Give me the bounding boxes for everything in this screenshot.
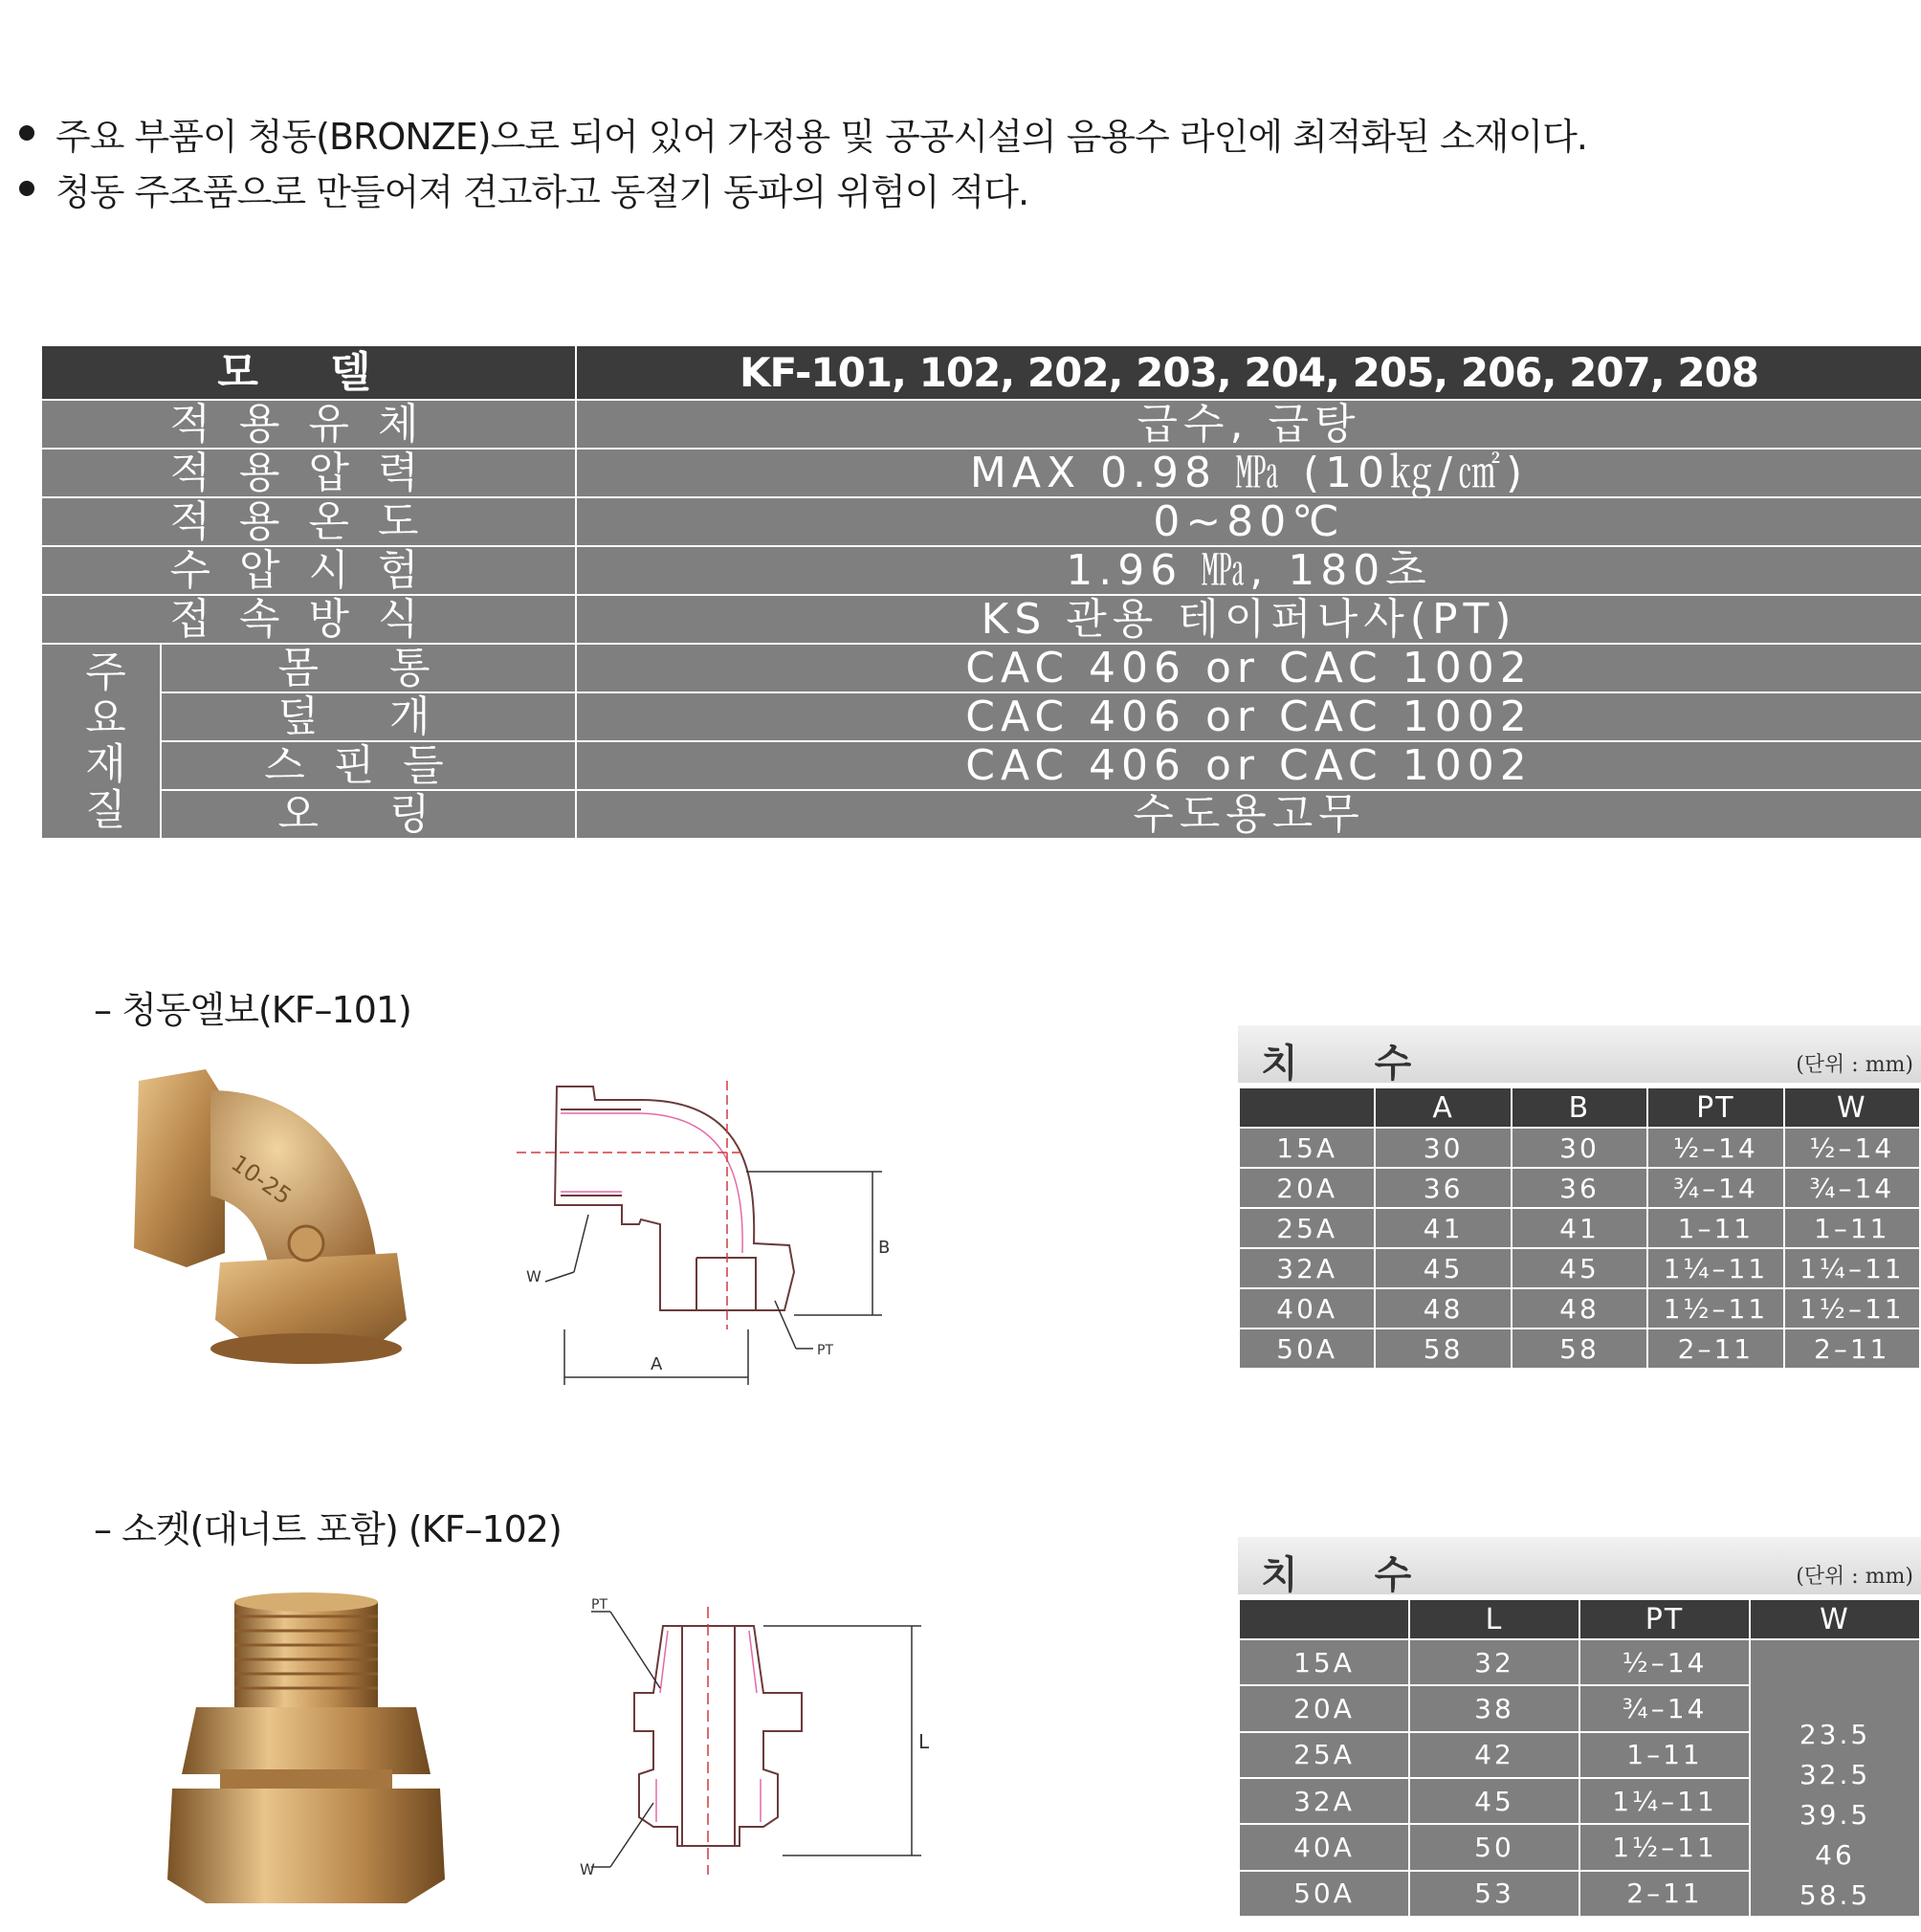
dim-label-b: B xyxy=(878,1238,890,1258)
table-row xyxy=(1239,1288,1920,1328)
table-cell: 15A xyxy=(1239,1128,1375,1168)
table-cell: 41 xyxy=(1375,1208,1511,1248)
table-cell: 50A xyxy=(1239,1328,1375,1369)
table-cell: 36 xyxy=(1512,1168,1647,1208)
table-cell: 41 xyxy=(1512,1208,1647,1248)
w-value: 46 xyxy=(1815,1839,1855,1871)
spec-header-row xyxy=(41,345,1921,400)
w-value: 32.5 xyxy=(1799,1759,1871,1790)
table-row xyxy=(1239,1208,1920,1248)
table-cell: 48 xyxy=(1512,1288,1647,1328)
spec-label: 덮 개 xyxy=(161,692,576,741)
table-cell: 58 xyxy=(1375,1328,1511,1369)
dimension-unit: (단위 : mm) xyxy=(1796,1053,1913,1077)
spec-value: CAC 406 or CAC 1002 xyxy=(576,692,1921,741)
elbow-section-title: – 청동엘보(KF–101) xyxy=(94,989,411,1031)
spec-value: KS 관용 테이퍼나사(PT) xyxy=(576,595,1921,644)
spec-value: 0~80℃ xyxy=(576,497,1921,546)
socket-dimension-table xyxy=(1238,1537,1921,1918)
dimension-header-row xyxy=(1239,1087,1920,1128)
table-cell: 1–11 xyxy=(1647,1208,1783,1248)
table-cell: 48 xyxy=(1375,1288,1511,1328)
table-row xyxy=(1239,1168,1920,1208)
feature-text: 청동 주조품으로 만들어져 견고하고 동절기 동파의 위험이 적다. xyxy=(55,170,1029,213)
feature-text: 주요 부품이 청동(BRONZE)으로 되어 있어 가정용 및 공공시설의 음용수 라인에 최적화된 소재이다. xyxy=(55,115,1587,158)
column-header: A xyxy=(1375,1087,1511,1128)
spec-value: 1.96 ㎫, 180초 xyxy=(576,546,1921,595)
spec-row xyxy=(41,741,1921,790)
table-cell: 32 xyxy=(1409,1639,1579,1685)
table-cell: ¾–14 xyxy=(1784,1168,1920,1208)
spec-row xyxy=(41,449,1921,497)
elbow-dimension-table xyxy=(1238,1025,1921,1370)
table-cell: 40A xyxy=(1239,1824,1409,1870)
dimension-title: 치수 xyxy=(1261,1042,1489,1086)
spec-row xyxy=(41,595,1921,644)
table-cell: ¾–14 xyxy=(1579,1685,1750,1731)
dimension-header xyxy=(1238,1025,1921,1086)
w-value: 23.5 xyxy=(1799,1719,1871,1750)
spec-value: MAX 0.98 ㎫ (10㎏/㎠) xyxy=(576,449,1921,497)
dim-label-a: A xyxy=(651,1354,663,1374)
spec-table xyxy=(40,344,1921,840)
spec-row xyxy=(41,546,1921,595)
spec-value: CAC 406 or CAC 1002 xyxy=(576,741,1921,790)
column-header: W xyxy=(1750,1599,1920,1639)
column-header: PT xyxy=(1579,1599,1750,1639)
spec-label: 몸 통 xyxy=(161,644,576,692)
table-cell: 1½–11 xyxy=(1784,1288,1920,1328)
socket-section-title: – 소켓(대너트 포함) (KF–102) xyxy=(94,1508,562,1550)
column-header xyxy=(1239,1087,1375,1128)
feature-item xyxy=(19,161,1837,216)
column-header xyxy=(1239,1599,1409,1639)
table-cell: 15A xyxy=(1239,1639,1409,1685)
feature-list xyxy=(19,105,1837,216)
table-cell: 45 xyxy=(1409,1778,1579,1824)
table-cell: 38 xyxy=(1409,1685,1579,1731)
bullet-icon xyxy=(19,181,34,196)
spec-row xyxy=(41,644,1921,692)
dim-label-pt: PT xyxy=(591,1597,607,1613)
spec-label: 적용유체 xyxy=(41,400,576,449)
table-cell: 1¼–11 xyxy=(1647,1248,1783,1288)
column-header: B xyxy=(1512,1087,1647,1128)
dim-label-w: W xyxy=(580,1860,595,1878)
dim-label-l: L xyxy=(918,1730,930,1753)
table-cell: 25A xyxy=(1239,1208,1375,1248)
table-cell: 40A xyxy=(1239,1288,1375,1328)
table-cell: 2–11 xyxy=(1784,1328,1920,1369)
spec-label: 스핀들 xyxy=(161,741,576,790)
dim-label-pt: PT xyxy=(817,1343,833,1358)
table-cell: 50 xyxy=(1409,1824,1579,1870)
table-cell: 1–11 xyxy=(1784,1208,1920,1248)
spec-row xyxy=(41,497,1921,546)
dimension-unit: (단위 : mm) xyxy=(1796,1565,1913,1589)
dimension-grid xyxy=(1238,1087,1921,1370)
table-cell: 45 xyxy=(1375,1248,1511,1288)
table-row xyxy=(1239,1328,1920,1369)
elbow-drawing xyxy=(517,1081,890,1387)
socket-photo xyxy=(163,1592,450,1908)
table-cell: 30 xyxy=(1512,1128,1647,1168)
table-cell: 50A xyxy=(1239,1871,1409,1917)
w-value: 39.5 xyxy=(1799,1799,1871,1831)
table-cell: 42 xyxy=(1409,1732,1579,1778)
table-row xyxy=(1239,1248,1920,1288)
table-cell: 1½–11 xyxy=(1647,1288,1783,1328)
spec-value: CAC 406 or CAC 1002 xyxy=(576,644,1921,692)
table-cell: 2–11 xyxy=(1647,1328,1783,1369)
table-cell: 2–11 xyxy=(1579,1871,1750,1917)
socket-drawing xyxy=(572,1597,936,1884)
spec-label: 수압시험 xyxy=(41,546,576,595)
dimension-title: 치수 xyxy=(1261,1553,1489,1597)
table-cell: 1½–11 xyxy=(1579,1824,1750,1870)
spec-value: 급수, 급탕 xyxy=(576,400,1921,449)
table-cell: 58 xyxy=(1512,1328,1647,1369)
table-cell: 1–11 xyxy=(1579,1732,1750,1778)
table-cell: 45 xyxy=(1512,1248,1647,1288)
table-cell: 53 xyxy=(1409,1871,1579,1917)
table-cell: 20A xyxy=(1239,1685,1409,1731)
table-cell: 36 xyxy=(1375,1168,1511,1208)
table-cell: 32A xyxy=(1239,1778,1409,1824)
spec-label: 접속방식 xyxy=(41,595,576,644)
table-cell: ½–14 xyxy=(1784,1128,1920,1168)
table-cell: 30 xyxy=(1375,1128,1511,1168)
table-row xyxy=(1239,1128,1920,1168)
spec-row xyxy=(41,692,1921,741)
w-value: 58.5 xyxy=(1799,1879,1871,1911)
elbow-photo xyxy=(120,1062,416,1368)
column-header: W xyxy=(1784,1087,1920,1128)
spec-header-label: 모 델 xyxy=(41,345,576,400)
dimension-header xyxy=(1238,1537,1921,1597)
dim-label-w: W xyxy=(526,1267,541,1285)
column-header: PT xyxy=(1647,1087,1783,1128)
table-cell: 1¼–11 xyxy=(1784,1248,1920,1288)
spec-label: 오 링 xyxy=(161,790,576,839)
spec-label: 적용온도 xyxy=(41,497,576,546)
spec-header-value: KF-101, 102, 202, 203, 204, 205, 206, 207, 208 xyxy=(576,345,1921,400)
table-cell: ½–14 xyxy=(1647,1128,1783,1168)
dimension-header-row xyxy=(1239,1599,1920,1639)
table-cell: ¾–14 xyxy=(1647,1168,1783,1208)
table-cell: ½–14 xyxy=(1579,1639,1750,1685)
table-cell: 20A xyxy=(1239,1168,1375,1208)
table-cell: 32A xyxy=(1239,1248,1375,1288)
table-cell: 25A xyxy=(1239,1732,1409,1778)
bullet-icon xyxy=(19,125,34,141)
column-header: L xyxy=(1409,1599,1579,1639)
spec-row xyxy=(41,790,1921,839)
elbow-casting-mark: 10-25 xyxy=(226,1149,297,1210)
material-group-label: 주요재질 xyxy=(41,644,161,839)
spec-value: 수도용고무 xyxy=(576,790,1921,839)
spec-row xyxy=(41,400,1921,449)
dimension-grid xyxy=(1238,1598,1921,1918)
w-value-column xyxy=(1750,1639,1920,1917)
spec-label: 적용압력 xyxy=(41,449,576,497)
feature-item xyxy=(19,105,1837,161)
table-cell: 1¼–11 xyxy=(1579,1778,1750,1824)
table-row xyxy=(1239,1639,1920,1685)
